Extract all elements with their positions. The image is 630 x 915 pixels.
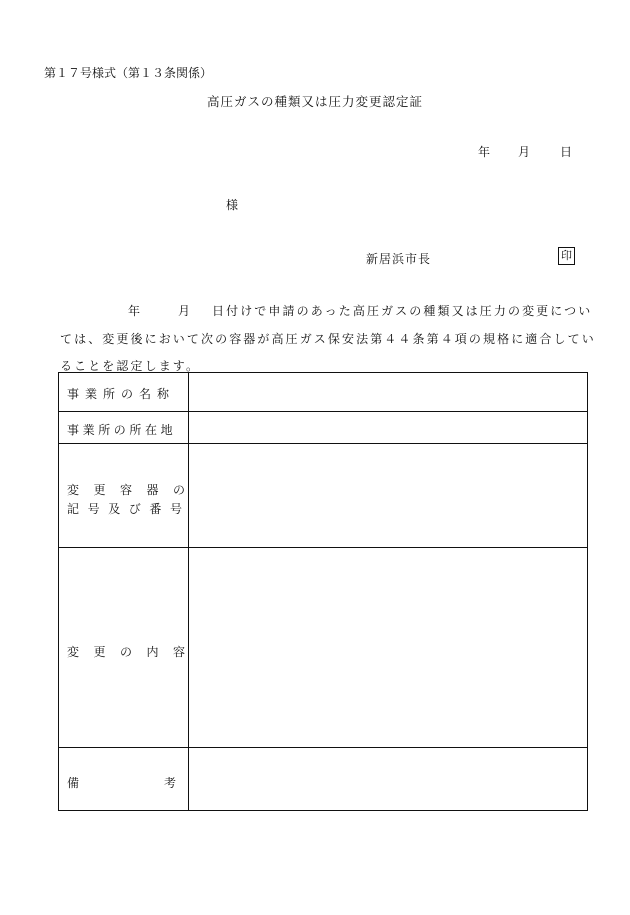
body-line-1-text: 日付けで申請のあった高圧ガスの種類又は圧力の変更につい bbox=[212, 304, 593, 318]
addressee-honorific: 様 bbox=[226, 198, 239, 212]
container-id-value[interactable] bbox=[189, 444, 587, 548]
certificate-table bbox=[58, 372, 588, 811]
table-row-change-details bbox=[59, 547, 587, 748]
change-details-label: 変更の内容 bbox=[67, 645, 200, 659]
issuer-name: 新居浜市長 bbox=[366, 252, 432, 266]
table-row-office-name bbox=[59, 373, 587, 411]
container-id-label-line-1: 変更容器の bbox=[67, 483, 200, 497]
seal-stamp-box: 印 bbox=[558, 247, 575, 265]
label-cell bbox=[59, 444, 200, 548]
remarks-value[interactable] bbox=[189, 748, 587, 811]
office-address-label: 事業所の所在地 bbox=[67, 423, 177, 437]
table-row-remarks bbox=[59, 747, 587, 811]
body-text-line-3: ることを認定します。 bbox=[60, 359, 201, 373]
office-name-value[interactable] bbox=[189, 373, 587, 411]
table-row-container-id bbox=[59, 443, 587, 548]
label-cell bbox=[59, 748, 189, 811]
label-cell bbox=[59, 548, 200, 748]
label-cell bbox=[59, 373, 189, 411]
office-address-value[interactable] bbox=[189, 412, 587, 444]
remarks-label-right: 考 bbox=[163, 776, 182, 790]
office-name-label: 事業所の名称 bbox=[67, 387, 176, 401]
body-text-line-2: ては、変更後において次の容器が高圧ガス保安法第４４条第４項の規格に適合してい bbox=[60, 332, 596, 346]
date-day-label: 日 bbox=[560, 145, 573, 159]
label-cell bbox=[59, 412, 189, 444]
date-year-label: 年 bbox=[478, 145, 491, 159]
container-id-label-line-2: 記号及び番号 bbox=[67, 502, 191, 516]
body-month-label: 月 bbox=[178, 304, 193, 318]
table-row-office-address bbox=[59, 411, 587, 444]
date-month-label: 月 bbox=[518, 145, 531, 159]
remarks-label-left: 備 bbox=[67, 776, 86, 790]
change-details-value[interactable] bbox=[189, 548, 587, 748]
form-number: 第１７号様式（第１３条関係） bbox=[44, 66, 213, 80]
document-title: 高圧ガスの種類又は圧力変更認定証 bbox=[206, 94, 423, 109]
body-year-label: 年 bbox=[128, 304, 143, 318]
